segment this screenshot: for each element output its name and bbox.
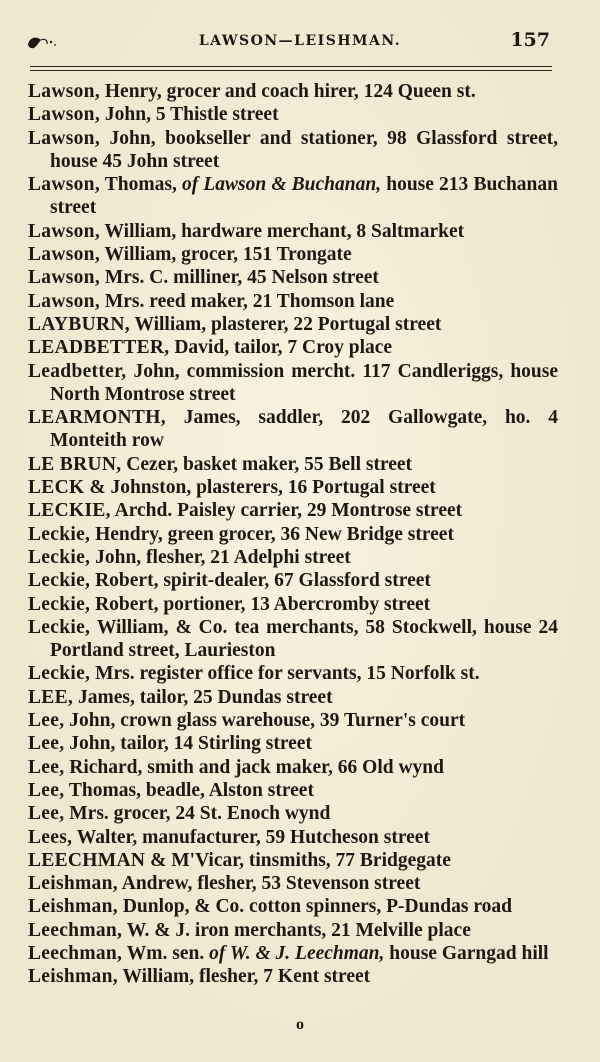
directory-entry [28, 173, 558, 220]
directory-entry [28, 779, 558, 802]
directory-entry [28, 523, 558, 546]
entry-details: John, tailor, 14 Stirling street [64, 733, 312, 755]
directory-entry [28, 802, 558, 825]
directory-entry [28, 756, 558, 779]
directory-entry [28, 499, 558, 522]
entry-details: Robert, portioner, 13 Abercromby street [90, 593, 431, 615]
entry-surname: Lawson, [28, 174, 100, 196]
directory-entry [28, 593, 558, 616]
directory-entry [28, 546, 558, 569]
entry-details: John, bookseller and stationer, 98 Glassford street, house 45 John street [50, 127, 558, 172]
entry-surname: Lee, [28, 733, 65, 755]
directory-entry [28, 103, 558, 126]
directory-entry [28, 872, 558, 895]
entry-surname: LEARMONTH, [28, 407, 166, 429]
entry-surname: Leishman, [28, 966, 118, 988]
entry-details: James, saddler, 202 Gallowgate, ho. 4 Monteith row [50, 407, 558, 452]
entry-surname: Lee, [28, 710, 65, 732]
directory-entry [28, 220, 558, 243]
directory-entry [28, 313, 558, 336]
directory-entry [28, 476, 558, 499]
entry-details: Mrs. register office for servants, 15 Norfolk st. [90, 663, 480, 685]
directory-entry [28, 942, 558, 965]
entry-surname: Lee, [28, 756, 65, 778]
entry-firm: of W. & J. Leechman, [209, 942, 385, 964]
directory-entry [28, 290, 558, 313]
entry-surname: Leishman, [28, 873, 118, 895]
entry-surname: Lawson, [28, 220, 100, 242]
entry-surname: LAYBURN, [28, 313, 130, 335]
directory-entry [28, 336, 558, 359]
directory-entry [28, 732, 558, 755]
directory-entry [28, 243, 558, 266]
entry-details: Mrs. grocer, 24 St. Enoch wynd [64, 803, 331, 825]
directory-entry [28, 453, 558, 476]
entry-details: Henry, grocer and coach hirer, 124 Queen st. [100, 81, 476, 102]
directory-entry [28, 569, 558, 592]
entry-surname: Lees, [28, 826, 73, 848]
entry-surname: LEE, [28, 686, 74, 708]
entry-surname: Lee, [28, 803, 65, 825]
directory-entry [28, 895, 558, 918]
directory-entry [28, 127, 558, 174]
entry-details: & Johnston, plasterers, 16 Portugal street [84, 477, 436, 499]
entry-details: W. & J. iron merchants, 21 Melville place [122, 919, 471, 941]
entry-details: Wm. sen. [122, 942, 210, 964]
directory-entry [28, 616, 558, 663]
entry-details: John, commission mercht. 117 Candleriggs, house North Montrose street [50, 360, 558, 405]
directory-entry [28, 709, 558, 732]
entry-surname: Lawson, [28, 104, 100, 126]
directory-entries [28, 80, 558, 989]
directory-entry [28, 686, 558, 709]
entry-surname: Leckie, [28, 523, 91, 545]
entry-details: William, plasterer, 22 Portugal street [129, 313, 442, 335]
directory-entry [28, 662, 558, 685]
entry-surname: Lawson, [28, 81, 100, 102]
header-rule [30, 66, 552, 71]
entry-surname: Lawson, [28, 290, 100, 312]
directory-entry [28, 80, 558, 103]
entry-surname: Leishman, [28, 896, 118, 918]
directory-entry [28, 826, 558, 849]
entry-surname: LECKIE, [28, 500, 111, 522]
entry-details: Richard, smith and jack maker, 66 Old wynd [64, 756, 444, 778]
entry-surname: Leechman, [28, 919, 123, 941]
entry-details: Dunlop, & Co. cotton spinners, P-Dundas road [117, 896, 512, 918]
entry-surname: Leckie, [28, 546, 91, 568]
entry-details: Robert, spirit-dealer, 67 Glassford street [90, 570, 431, 592]
entry-details: Thomas, beadle, Alston street [64, 779, 314, 801]
entry-surname: LECK [28, 477, 85, 499]
entry-details: Walter, manufacturer, 59 Hutcheson street [72, 826, 430, 848]
running-head: LAWSON—LEISHMAN. [198, 33, 402, 49]
entry-address: house 213 Buchanan street [50, 174, 558, 219]
entry-surname: Leckie, [28, 663, 91, 685]
entry-surname: LEECHMAN [28, 849, 146, 871]
entry-details: John, 5 Thistle street [100, 104, 279, 126]
entry-details: Mrs. C. milliner, 45 Nelson street [100, 267, 379, 289]
entry-details: William, & Co. tea merchants, 58 Stockwell, house 24 Portland street, Laurieston [50, 616, 558, 662]
entry-surname: LE BRUN, [28, 453, 122, 475]
entry-surname: Leckie, [28, 616, 91, 638]
entry-details: Andrew, flesher, 53 Stevenson street [117, 873, 421, 895]
directory-entry [28, 849, 558, 872]
entry-surname: Leckie, [28, 593, 91, 615]
entry-details: Thomas, [100, 174, 182, 196]
directory-entry [28, 965, 558, 988]
entry-firm: of Lawson & Buchanan, [181, 174, 382, 196]
directory-entry [28, 919, 558, 942]
signature-mark: o [296, 1016, 304, 1033]
entry-surname: LEADBETTER, [28, 337, 170, 359]
entry-details: William, flesher, 7 Kent street [117, 966, 371, 988]
directory-entry [28, 406, 558, 453]
entry-surname: Leadbetter, [28, 360, 127, 382]
entry-details: Cezer, basket maker, 55 Bell street [121, 453, 413, 475]
directory-entry [28, 266, 558, 289]
entry-details: William, grocer, 151 Trongate [100, 244, 352, 266]
entry-surname: Lawson, [28, 127, 100, 149]
entry-details: John, crown glass warehouse, 39 Turner's court [64, 710, 466, 732]
entry-details: Hendry, green grocer, 36 New Bridge street [90, 523, 454, 545]
entry-surname: Leckie, [28, 570, 91, 592]
entry-address: house Garngad hill [384, 942, 549, 964]
entry-details: Mrs. reed maker, 21 Thomson lane [100, 290, 395, 312]
entry-details: & M'Vicar, tinsmiths, 77 Bridgegate [145, 849, 451, 871]
entry-surname: Lawson, [28, 267, 100, 289]
entry-surname: Lee, [28, 779, 65, 801]
entry-surname: Leechman, [28, 942, 123, 964]
entry-details: John, flesher, 21 Adelphi street [90, 546, 351, 568]
entry-details: James, tailor, 25 Dundas street [73, 686, 333, 708]
entry-details: Archd. Paisley carrier, 29 Montrose street [110, 500, 463, 522]
directory-entry [28, 360, 558, 407]
page-number: 157 [510, 29, 550, 51]
entry-surname: Lawson, [28, 244, 100, 266]
entry-details: William, hardware merchant, 8 Saltmarket [100, 220, 465, 242]
entry-details: David, tailor, 7 Croy place [169, 337, 393, 359]
